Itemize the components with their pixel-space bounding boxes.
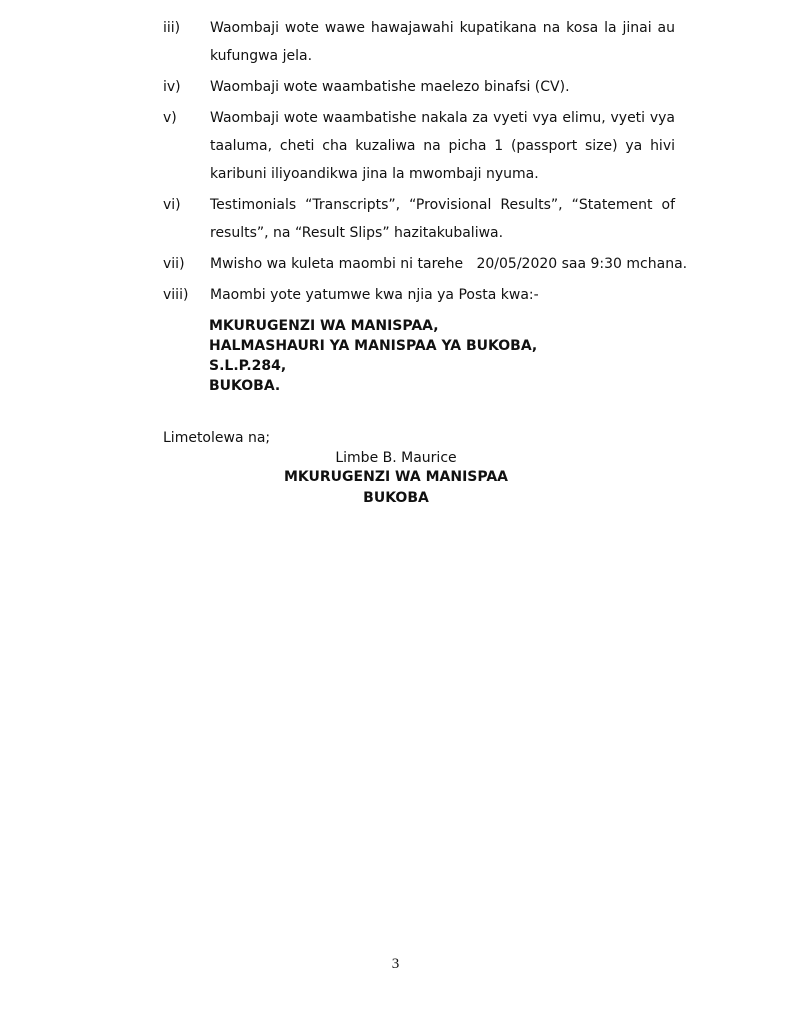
list-item-marker: iii) [163, 20, 181, 36]
list-item [163, 73, 675, 101]
list-item-text: Mwisho wa kuleta maombi ni tarehe 20/05/2020 saa 9:30 mchana. [210, 256, 688, 272]
address-line-organization: HALMASHAURI YA MANISPAA YA BUKOBA, [209, 338, 538, 354]
list-item-text: Waombaji wote waambatishe maelezo binafsi (CV). [210, 79, 570, 95]
list-item-text: Testimonials “Transcripts”, “Provisional Results”, “Statement of results”, na “Result Slips” hazitakubaliwa. [210, 197, 675, 241]
page-number: 3 [391, 956, 400, 972]
list-item-marker: iv) [163, 79, 181, 95]
list-item-marker: viii) [163, 287, 189, 303]
list-item [163, 191, 675, 247]
postal-address [209, 316, 537, 396]
address-line-po-box: S.L.P.284, [209, 358, 287, 374]
list-item-text: Maombi yote yatumwe kwa njia ya Posta kwa:- [210, 287, 539, 303]
requirements-list [163, 14, 688, 312]
list-item-marker: v) [163, 110, 177, 126]
list-item-text: Waombaji wote waambatishe nakala za vyeti vya elimu, vyeti vya taaluma, cheti cha kuzaliwa na picha 1 (passport size) ya hivi karibuni iliyoandikwa jina la mwombaji nyuma. [210, 110, 675, 182]
signer-title: MKURUGENZI WA MANISPAA [284, 469, 508, 485]
list-item [163, 104, 675, 188]
list-item [163, 14, 675, 70]
signer-name: Limbe B. Maurice [335, 450, 457, 466]
address-line-recipient: MKURUGENZI WA MANISPAA, [209, 318, 439, 334]
list-item-marker: vi) [163, 197, 181, 213]
signer-place: BUKOBA [363, 490, 429, 506]
address-line-city: BUKOBA. [209, 378, 281, 394]
list-item [163, 281, 675, 309]
list-item-marker: vii) [163, 256, 185, 272]
issued-by-label: Limetolewa na; [163, 430, 271, 446]
list-item [163, 250, 688, 278]
list-item-text: Waombaji wote wawe hawajawahi kupatikana na kosa la jinai au kufungwa jela. [210, 20, 675, 64]
